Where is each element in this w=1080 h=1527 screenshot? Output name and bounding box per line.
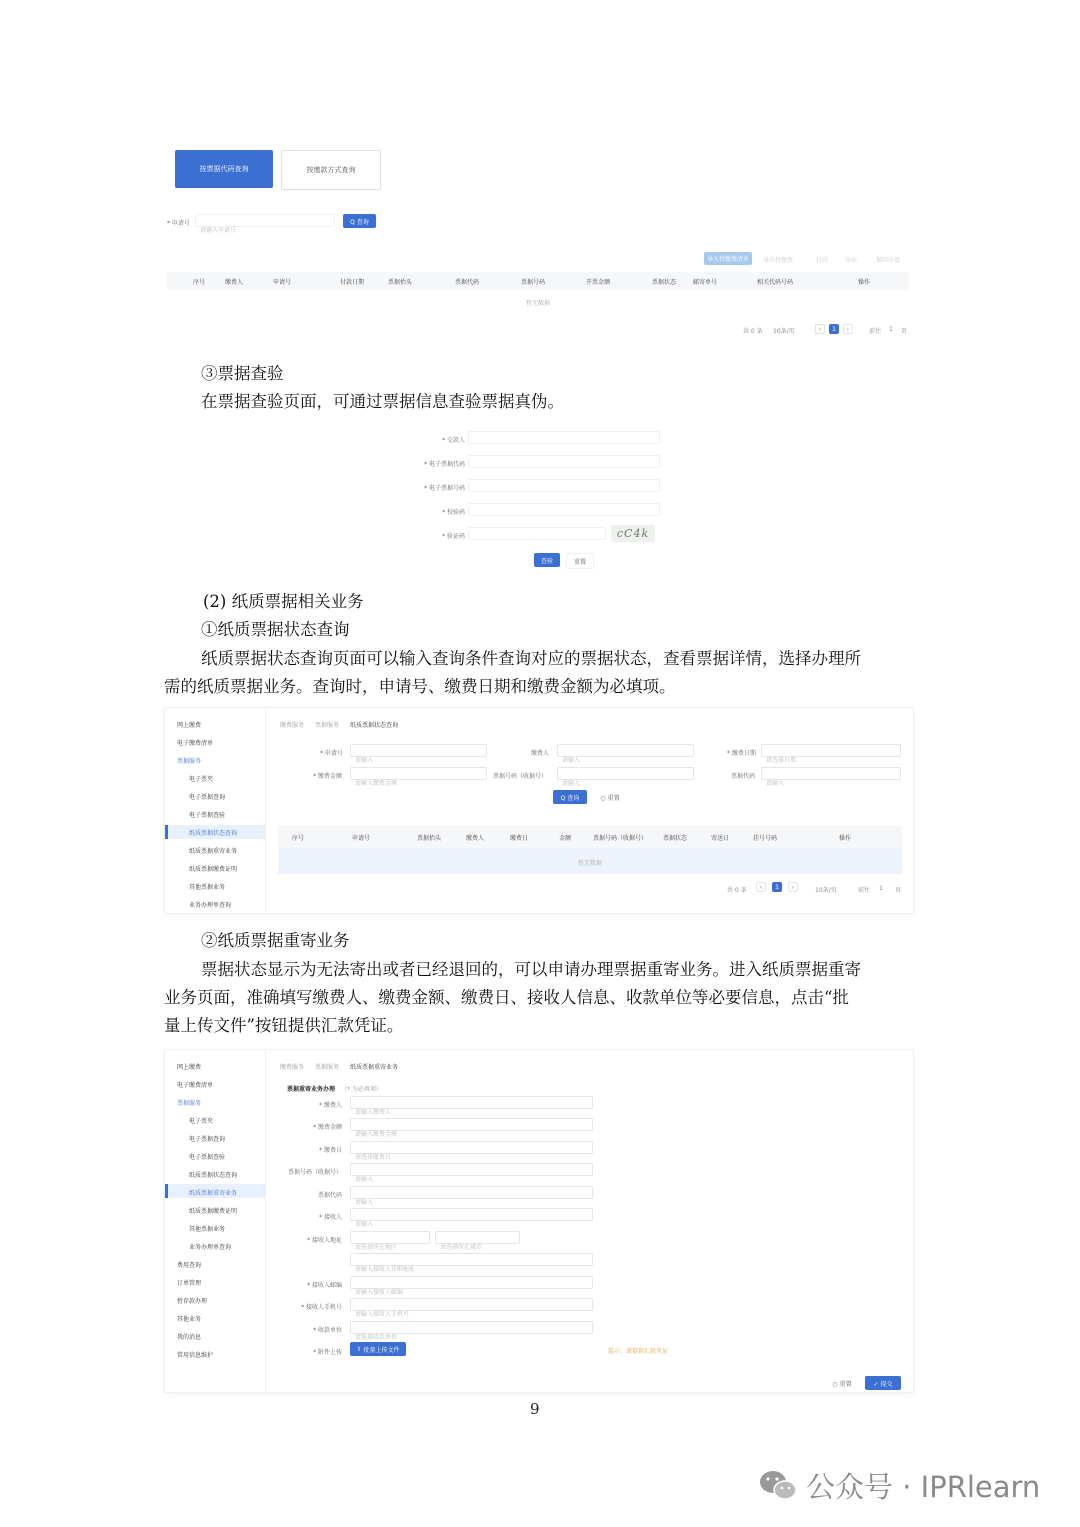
r-payer-label: * 缴费人 (319, 1102, 342, 1109)
verify-input-code[interactable] (468, 455, 660, 468)
verify-label-captcha: * 验证码 (442, 533, 465, 540)
resend-line1: 票据状态显示为无法寄出或者已经退回的，可以申请办理票据重寄业务。进入纸质票据重寄 (201, 960, 861, 979)
current-page[interactable]: 1 (772, 882, 782, 892)
sidebar-item-other[interactable]: 其他票据业务 (189, 884, 226, 891)
sidebar-item-online-pay[interactable]: 网上缴费 (177, 722, 202, 729)
r-receipt-input[interactable]: 请输入 (350, 1163, 593, 1176)
sidebar-item-paper-status[interactable]: 纸质票据状态查询 (189, 1172, 238, 1179)
sidebar-item-e-list[interactable]: 电子缴费清单 (177, 1082, 214, 1089)
tab-by-payment[interactable]: 按缴款方式查询 (281, 150, 381, 190)
sidebar-item-paper-resend[interactable]: 纸质票据重寄业务 (189, 848, 238, 855)
page-number: 9 (530, 1400, 540, 1418)
form-submit-button[interactable]: ✓ 提交 (865, 1376, 901, 1390)
col-status: 票据状态 (652, 279, 677, 286)
col-number: 票据号码 (521, 279, 546, 286)
col-status: 票据状态 (663, 835, 688, 842)
f-payer-input[interactable]: 请输入 (557, 744, 694, 757)
batch-upload-button[interactable]: ⇧ 批量上传文件 (350, 1342, 406, 1356)
sidebar-item-order-query[interactable]: 业务办理单查询 (189, 1244, 232, 1251)
prev-page[interactable]: ‹ (815, 324, 825, 334)
col-no: 序号 (292, 835, 305, 842)
captcha-image[interactable]: cC4k (611, 525, 655, 542)
sidebar-item-e-verify[interactable]: 电子票据查验 (189, 812, 226, 819)
sidebar-item-e-wallet[interactable]: 电子票夹 (189, 776, 214, 783)
col-pay-day: 缴费日 (510, 835, 529, 842)
verify-submit-button[interactable]: 查验 (534, 553, 560, 567)
col-related: 相关代码号码 (757, 279, 794, 286)
r-unit-select[interactable]: 请选择收款单位 (350, 1321, 593, 1334)
r-receipt-label: 票据号码（收据号） (287, 1169, 342, 1176)
next-page[interactable]: › (788, 882, 798, 892)
sidebar-item-paper-proof[interactable]: 纸质票据缴费证明 (189, 866, 238, 873)
toolbar-export-pending[interactable]: 导出待缴费 (763, 257, 794, 264)
f-app-input[interactable]: 请输入 (350, 744, 487, 757)
verify-label-number: * 电子票据号码 (424, 485, 465, 492)
col-action: 操作 (858, 279, 871, 286)
f-app-label: * 申请号 (320, 750, 343, 757)
verify-reset-button[interactable]: 重置 (566, 553, 594, 569)
current-page[interactable]: 1 (829, 324, 839, 334)
f-receipt-label: 票据号码（收据号） (493, 773, 548, 780)
r-receiver-label: * 接收人 (319, 1214, 342, 1221)
tab-by-code[interactable]: 按票据代码查询 (175, 150, 273, 188)
empty-text: 暂无数据 (578, 860, 603, 867)
verify-input-captcha[interactable] (468, 527, 606, 540)
sidebar-item-orders[interactable]: 订单管理 (177, 1280, 202, 1287)
r-date-label: * 缴费日 (319, 1147, 342, 1154)
empty-text: 暂无数据 (526, 300, 551, 307)
f-receipt-input[interactable]: 请输入 (557, 767, 694, 780)
sidebar-item-deposit[interactable]: 暂存款办理 (177, 1298, 208, 1305)
section3-heading: ③票据查验 (201, 364, 284, 383)
r-phone-label: * 接收人手机号 (301, 1304, 342, 1311)
search-label: * 申请号 (167, 220, 190, 227)
toolbar-import[interactable]: 导入待缴费清单 (704, 252, 752, 265)
screenshot-ticket-query (163, 140, 915, 340)
r-address-city[interactable]: 请选择所在城市 (435, 1231, 520, 1244)
col-reg-no: 挂号号码 (753, 835, 778, 842)
f-date-label: * 缴费日期 (727, 750, 756, 757)
f-code-input[interactable]: 请输入 (761, 767, 901, 780)
r-date-input[interactable]: 请选择缴费日 (350, 1141, 593, 1154)
sidebar-item-online-pay[interactable]: 网上缴费 (177, 1064, 202, 1071)
table-header (278, 826, 902, 848)
resend-line3: 量上传文件”按钮提供汇款凭证。 (164, 1016, 404, 1035)
sidebar-item-e-query[interactable]: 电子票据查询 (189, 1136, 226, 1143)
prev-page[interactable]: ‹ (756, 882, 766, 892)
f-payer-label: 缴费人 (531, 750, 550, 757)
r-phone-input[interactable]: 请输入接收人手机号 (350, 1298, 593, 1311)
verify-label-payer: * 交款人 (442, 437, 465, 444)
pagination-goto: 前往 (858, 887, 871, 894)
search-button[interactable]: Q 查询 (343, 214, 376, 228)
f-code-label: 票据代码 (731, 773, 756, 780)
form-section-note: （* 为必填项） (341, 1086, 382, 1093)
r-upload-label: * 附件上传 (313, 1349, 342, 1356)
section3-text: 在票据查验页面，可通过票据信息查验票据真伪。 (201, 392, 564, 411)
pagination-size[interactable]: 10条/页 (815, 887, 837, 894)
form-section-title: 票据重寄业务办理 (287, 1086, 336, 1093)
upload-icon: ⇧ (356, 1345, 364, 1353)
breadcrumb-1[interactable]: 缴费服务 (280, 722, 305, 729)
breadcrumb-2[interactable]: 票据服务 (315, 1064, 340, 1071)
r-amount-label: * 缴费金额 (313, 1124, 342, 1131)
sidebar-item-order-query[interactable]: 业务办理单查询 (189, 902, 232, 909)
col-action: 操作 (839, 835, 852, 842)
verify-label-code: * 电子票据代码 (424, 461, 465, 468)
r-address-label: * 接收人地址 (307, 1237, 342, 1244)
next-page[interactable]: › (843, 324, 853, 334)
f-amount-label: * 缴费金额 (313, 773, 342, 780)
pagination-total: 共 0 条 (727, 887, 747, 894)
f-date-input[interactable]: 请选择日期 (761, 744, 901, 757)
breadcrumb-3: 纸质票据重寄业务 (350, 1064, 399, 1071)
wechat-icon (758, 1469, 798, 1503)
col-title: 票据抬头 (417, 835, 442, 842)
col-app-no: 申请号 (273, 279, 292, 286)
col-payer: 缴费人 (466, 835, 485, 842)
col-send-day: 寄送日 (711, 835, 730, 842)
r-code-label: 票据代码 (317, 1192, 342, 1199)
r-receiver-input[interactable]: 请输入 (350, 1208, 593, 1221)
sidebar (165, 708, 266, 913)
col-amount: 开票金额 (586, 279, 611, 286)
paper-heading: (2) 纸质票据相关业务 (203, 592, 364, 611)
sidebar-item-paper-status[interactable]: 纸质票据状态查询 (189, 830, 238, 837)
paper-p1-line2: 需的纸质票据业务。查询时，申请号、缴费日期和缴费金额为必填项。 (164, 677, 676, 696)
sidebar-item-e-list[interactable]: 电子缴费清单 (177, 740, 214, 747)
verify-input-payer[interactable] (468, 431, 660, 444)
r-address-detail[interactable]: 请输入接收人详细地址 (350, 1253, 593, 1266)
sidebar-item-other[interactable]: 其他票据业务 (189, 1226, 226, 1233)
sidebar-item-e-wallet[interactable]: 电子票夹 (189, 1118, 214, 1125)
query-button[interactable]: Q 查询 (553, 790, 587, 804)
resend-line2: 业务页面，准确填写缴费人、缴费金额、缴费日、接收人信息、收款单位等必要信息，点击“批 (164, 988, 849, 1007)
r-code-input[interactable]: 请输入 (350, 1186, 593, 1199)
wechat-watermark (758, 1465, 1040, 1506)
r-zip-label: * 接收人邮编 (307, 1282, 342, 1289)
sidebar-item-ticket-service[interactable]: 票据服务 (177, 1100, 202, 1107)
col-amount: 金额 (559, 835, 572, 842)
sidebar-item-messages[interactable]: 我的消息 (177, 1334, 202, 1341)
upload-hint: 提示：请提供汇款凭证 (608, 1348, 669, 1355)
sidebar-item-e-query[interactable]: 电子票据查询 (189, 794, 226, 801)
form-reset-button[interactable]: ○ 重置 (827, 1376, 857, 1390)
paper-p1-line1: 纸质票据状态查询页面可以输入查询条件查询对应的票据状态，查看票据详情，选择办理所 (201, 649, 861, 668)
pagination-goto: 前往 (869, 328, 882, 335)
col-receipt: 票据号码（收据号） (593, 835, 648, 842)
r-unit-label: * 收款单位 (313, 1327, 342, 1334)
verify-form (410, 425, 670, 575)
r-zip-input[interactable]: 请输入接收人邮编 (350, 1276, 593, 1289)
col-title: 票据抬头 (388, 279, 413, 286)
col-mail-no: 邮寄单号 (693, 279, 718, 286)
watermark-text: 公众号 · IPRlearn (806, 1470, 1041, 1504)
sidebar-item-paper-proof[interactable]: 纸质票据缴费证明 (189, 1208, 238, 1215)
r-amount-input[interactable]: 请输入缴费金额 (350, 1118, 593, 1131)
sidebar-item-other-biz[interactable]: 其他业务 (177, 1316, 202, 1323)
r-payer-input[interactable]: 请输入缴费人 (350, 1096, 593, 1109)
r-address-province[interactable]: 请选择所在地区 (350, 1231, 430, 1244)
f-amount-input[interactable]: 请输入缴费金额 (350, 767, 487, 780)
paper-sub1: ①纸质票据状态查询 (201, 620, 350, 639)
sidebar (165, 1050, 266, 1392)
col-code: 票据代码 (455, 279, 480, 286)
col-no: 序号 (193, 279, 206, 286)
search-input[interactable]: 请输入申请号 (195, 214, 335, 227)
sidebar-item-ticket-service[interactable]: 票据服务 (177, 758, 202, 765)
pagination-unit: 页 (895, 887, 902, 894)
col-app-no: 申请号 (352, 835, 371, 842)
verify-input-number[interactable] (468, 479, 660, 492)
sidebar-item-fee-query[interactable]: 费用查询 (177, 1262, 202, 1269)
pagination-unit: 页 (901, 328, 908, 335)
toolbar-export[interactable]: 导出 (845, 257, 858, 264)
reset-button[interactable]: ○ 重置 (593, 790, 627, 804)
col-pay-date: 付款日期 (340, 279, 365, 286)
pagination-page-input[interactable]: 1 (889, 326, 893, 333)
breadcrumb-2[interactable]: 票据服务 (315, 722, 340, 729)
sidebar-item-e-verify[interactable]: 电子票据查验 (189, 1154, 226, 1161)
verify-input-check[interactable] (468, 503, 660, 516)
pagination-page-input[interactable]: 1 (879, 885, 883, 892)
sidebar-item-paper-resend[interactable]: 纸质票据重寄业务 (189, 1190, 238, 1197)
col-payer: 缴费人 (225, 279, 244, 286)
breadcrumb-3: 纸质票据状态查询 (350, 722, 399, 729)
toolbar-withdraw[interactable]: 撤回申请 (876, 257, 901, 264)
toolbar-print[interactable]: 打印 (816, 257, 829, 264)
sidebar-item-info[interactable]: 常用信息维护 (177, 1352, 214, 1359)
breadcrumb-1[interactable]: 缴费服务 (280, 1064, 305, 1071)
pagination-total: 共 0 条 (743, 328, 763, 335)
verify-label-check: * 校验码 (442, 509, 465, 516)
screenshot-paper-resend (165, 1050, 913, 1392)
screenshot-paper-status (165, 708, 913, 913)
resend-heading: ②纸质票据重寄业务 (201, 931, 350, 950)
pagination-size[interactable]: 10条/页 (773, 328, 795, 335)
